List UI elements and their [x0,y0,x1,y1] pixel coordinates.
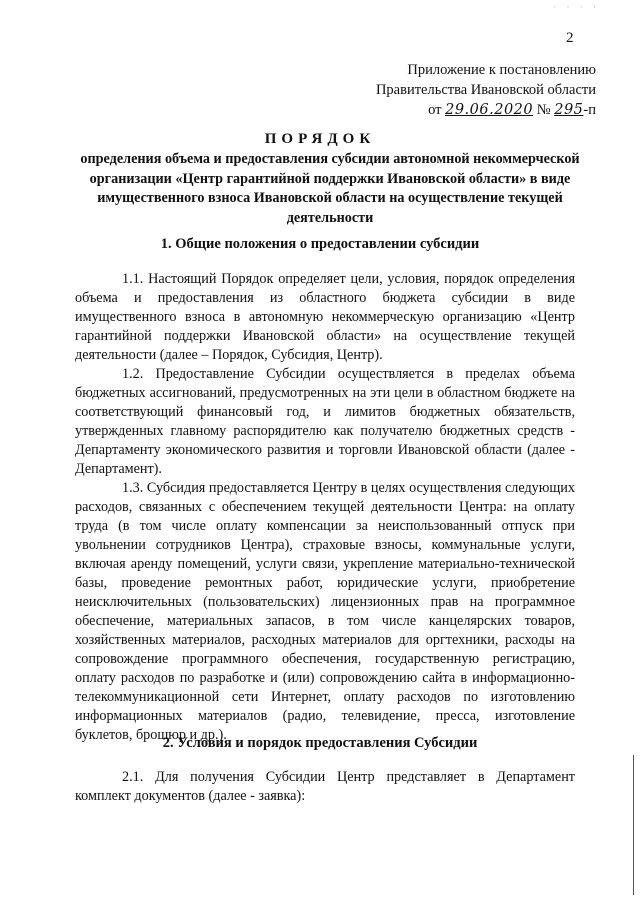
number-suffix: -п [583,102,596,118]
appendix-line-1: Приложение к постановлению [407,62,596,78]
handwritten-date: 29.06.2020 [445,102,534,118]
document-title: ПОРЯДОК [264,131,376,147]
section-1-body [75,270,575,745]
scan-marks: · · · · [553,2,600,12]
date-prefix: от [428,102,442,118]
appendix-line-2: Правительства Ивановской области [375,82,596,98]
section-2-heading: 2. Условия и порядок предоставления Субсидии [162,735,478,751]
paragraph-2-1: 2.1. Для получения Субсидии Центр представляет в Департамент комплект документов (далее - заявка): [75,769,575,804]
page-number: 2 [566,30,574,46]
document-subtitle: определения объема и предоставления субсидии автономной некоммерческой организации «Центр гарантийной поддержки Ивановской области» в виде имущественного взноса Ивановской области на осуществление текущей деятельности [80,151,580,226]
paragraph-1-2: 1.2. Предоставление Субсидии осуществляется в пределах объема бюджетных ассигнований, предусмотренных на эти цели в областном бюджете на соответствующий финансовый год, и лимитов бюджетных обязательств, утвержденных главному распорядителю как получателю бюджетных средств - Департаменту экономического развития и торговли Ивановской области (далее - Департамент). [75,366,575,477]
scan-margin-line [633,755,634,895]
handwritten-number: 295 [554,102,584,118]
paragraph-1-3: 1.3. Субсидия предоставляется Центру в целях осуществления следующих расходов, связанных с обеспечением текущей деятельности Центра: на оплату труда (в том числе оплату компенсации за неиспользованный отпуск при увольнении сотрудников Центра), страховые взносы, коммунальные услуги, включая аренду помещений, услуги связи, укрепление материально-технической базы, проведение ремонтных работ, юридические услуги, приобретение неисключительных (пользовательских) лицензионных прав на программное обеспечение, материальных запасов, в том числе канцелярских товаров, хозяйственных материалов, расходных материалов для оргтехники, расходы на сопровождение программного обеспечения, государственную регистрацию, оплату расходов по разработке и (или) сопровождению сайта в информационно-телекоммуникационной сети Интернет, оплату расходов по изготовлению информационных материалов (радио, телевидение, пресса, изготовление буклетов, брошюр и др.). [75,480,575,743]
number-sign: № [536,102,551,118]
paragraph-1-1: 1.1. Настоящий Порядок определяет цели, условия, порядок определения объема и предоставления из областного бюджета субсидии в виде имущественного взноса в автономную некоммерческую организацию «Центр гарантийной поддержки Ивановской области» на осуществление текущей деятельности (далее – Порядок, Субсидия, Центр). [75,271,575,363]
section-2-body [75,768,575,806]
section-1-heading: 1. Общие положения о предоставлении субсидии [160,236,480,252]
appendix-date-line [376,100,596,120]
appendix-header [376,60,596,120]
